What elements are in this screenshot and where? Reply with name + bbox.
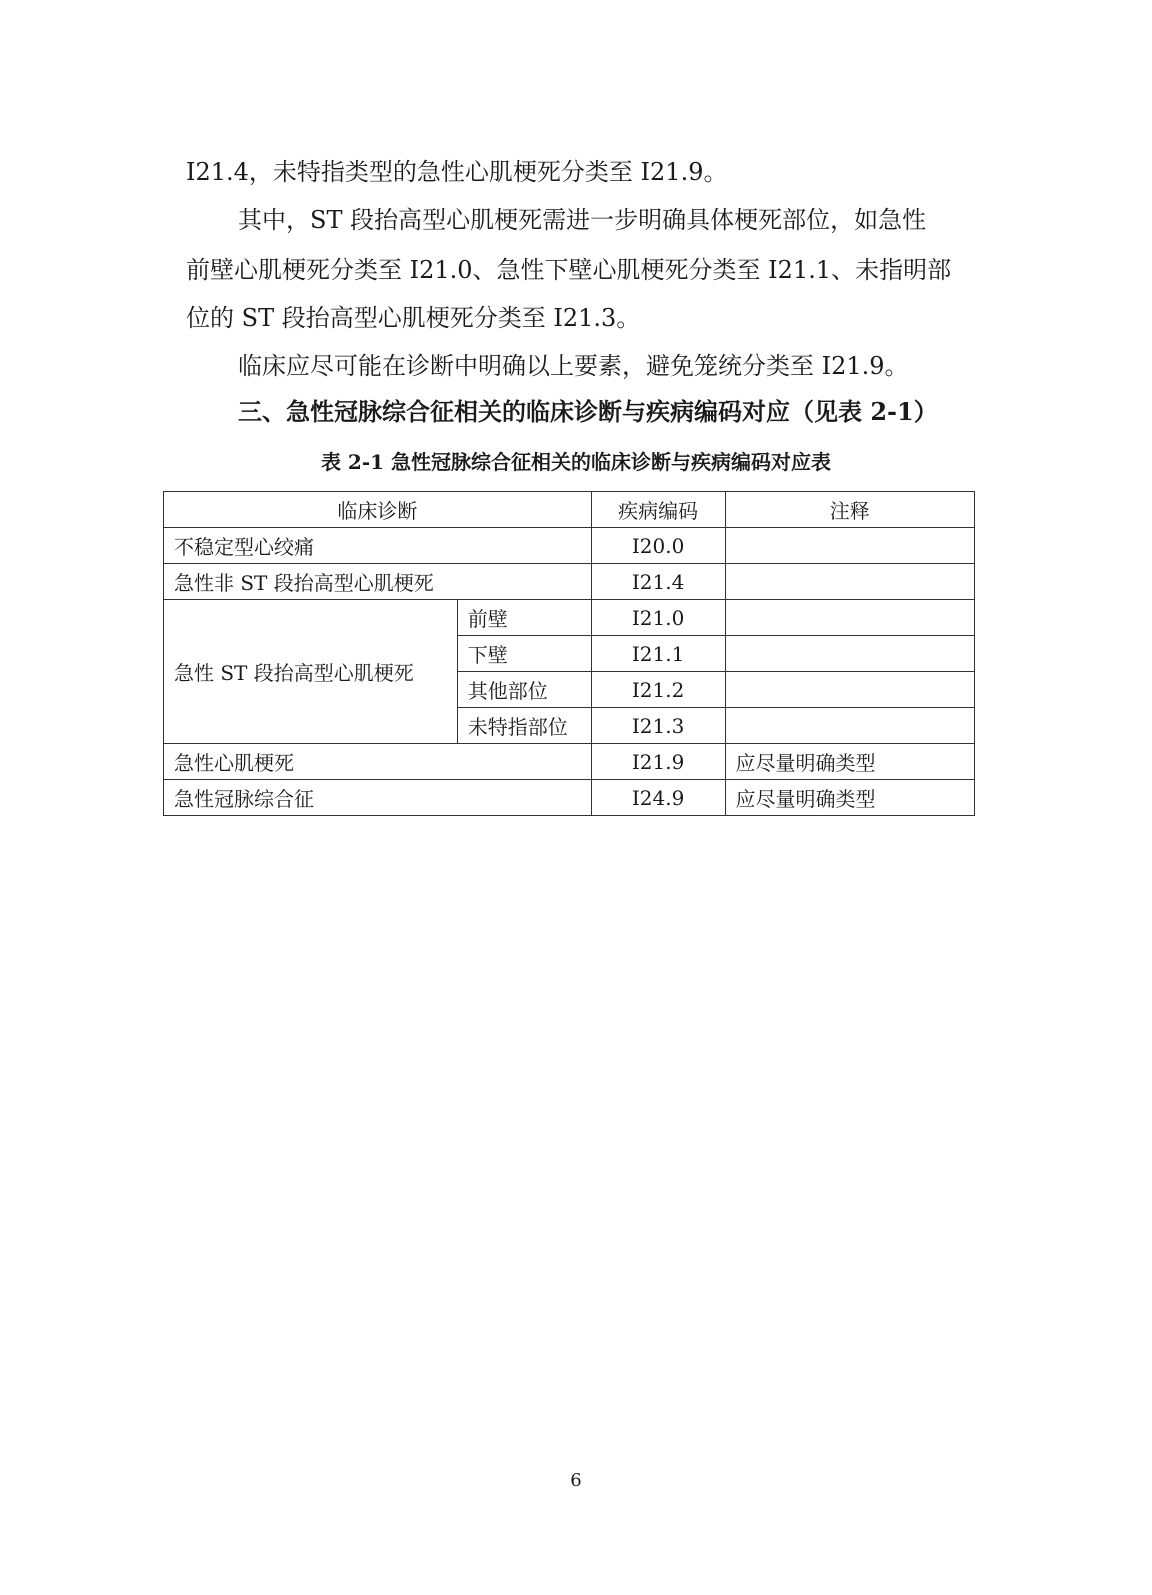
note-cell (725, 708, 974, 744)
site-cell: 其他部位 (457, 672, 591, 708)
paragraph-line-4: 位的 ST 段抬高型心肌梗死分类至 I21.3。 (186, 304, 641, 332)
paragraph-line-3: 前壁心肌梗死分类至 I21.0、急性下壁心肌梗死分类至 I21.1、未指明部 (186, 256, 952, 284)
paragraph-line-2: 其中，ST 段抬高型心肌梗死需进一步明确具体梗死部位，如急性 (238, 206, 927, 234)
code-cell: I21.1 (591, 636, 725, 672)
code-cell: I21.9 (591, 744, 725, 780)
table-row (164, 528, 975, 564)
code-cell: I21.0 (591, 600, 725, 636)
note-cell (725, 528, 974, 564)
paragraph-line-1: I21.4，未特指类型的急性心肌梗死分类至 I21.9。 (186, 158, 728, 186)
header-diagnosis: 临床诊断 (164, 492, 592, 528)
section-heading: 三、急性冠脉综合征相关的临床诊断与疾病编码对应（见表 2-1） (238, 397, 938, 426)
header-note: 注释 (725, 492, 974, 528)
table-row (164, 564, 975, 600)
table-caption: 表 2-1 急性冠脉综合征相关的临床诊断与疾病编码对应表 (320, 450, 832, 474)
note-cell (725, 672, 974, 708)
table-header-row (164, 492, 975, 528)
note-cell (725, 600, 974, 636)
site-cell: 下壁 (457, 636, 591, 672)
page-number: 6 (570, 1470, 582, 1491)
note-cell: 应尽量明确类型 (725, 744, 974, 780)
note-cell (725, 564, 974, 600)
header-code: 疾病编码 (591, 492, 725, 528)
diagnosis-cell: 急性冠脉综合征 (164, 780, 592, 816)
note-cell: 应尽量明确类型 (725, 780, 974, 816)
table-row (164, 744, 975, 780)
note-cell (725, 636, 974, 672)
code-cell: I24.9 (591, 780, 725, 816)
code-cell: I21.3 (591, 708, 725, 744)
site-cell: 未特指部位 (457, 708, 591, 744)
stemi-diagnosis-cell: 急性 ST 段抬高型心肌梗死 (164, 600, 458, 744)
diagnosis-code-table (163, 491, 975, 816)
code-cell: I21.4 (591, 564, 725, 600)
table-row (164, 600, 975, 636)
paragraph-line-5: 临床应尽可能在诊断中明确以上要素，避免笼统分类至 I21.9。 (238, 352, 909, 380)
diagnosis-cell: 急性心肌梗死 (164, 744, 592, 780)
site-cell: 前壁 (457, 600, 591, 636)
diagnosis-cell: 急性非 ST 段抬高型心肌梗死 (164, 564, 592, 600)
table-row (164, 780, 975, 816)
code-cell: I20.0 (591, 528, 725, 564)
diagnosis-cell: 不稳定型心绞痛 (164, 528, 592, 564)
code-cell: I21.2 (591, 672, 725, 708)
